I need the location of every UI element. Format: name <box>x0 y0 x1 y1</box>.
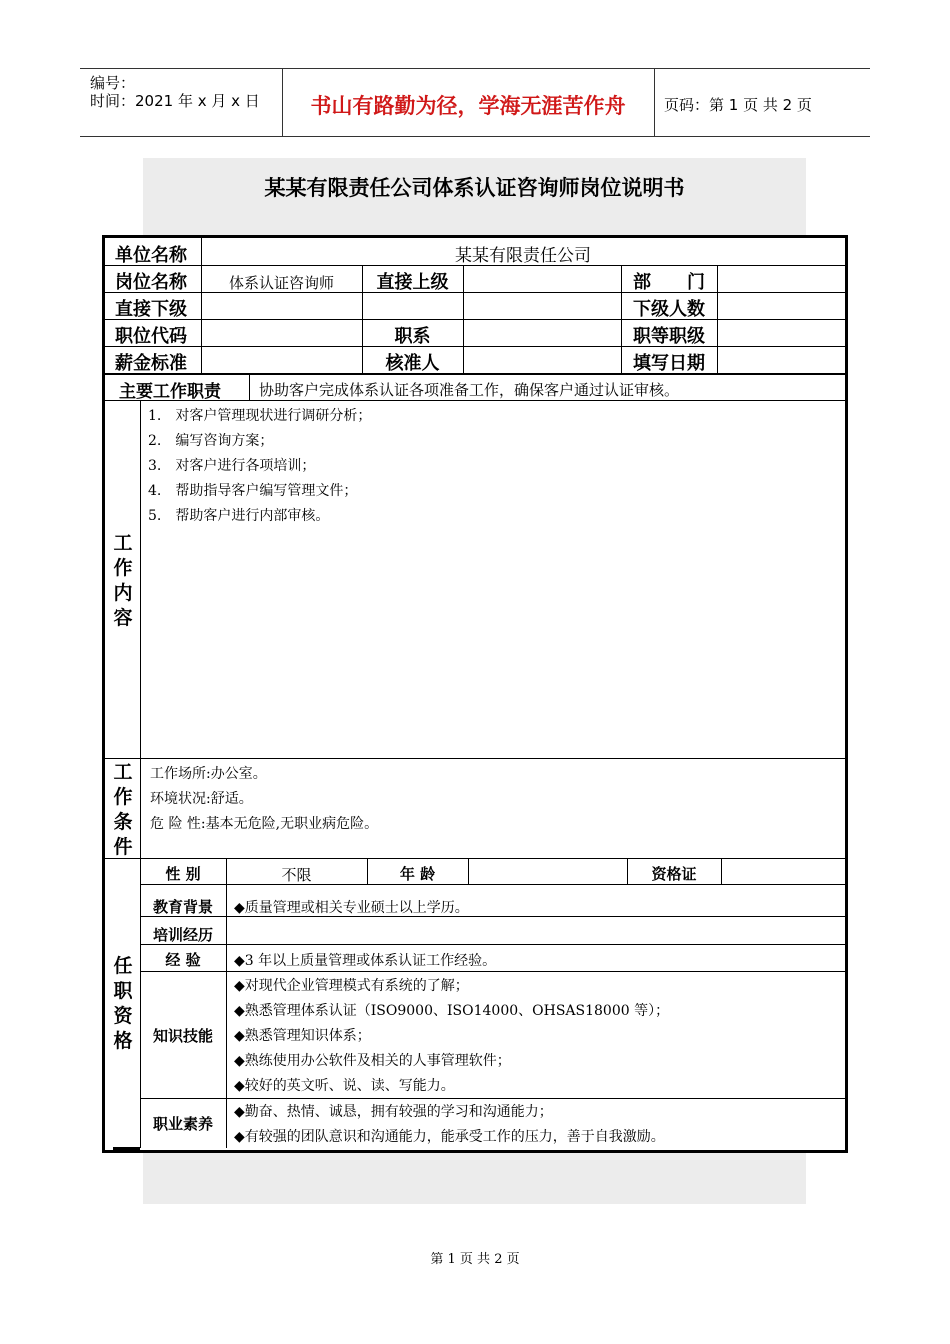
education-label: 教育背景 <box>152 898 213 916</box>
training-label: 培训经历 <box>152 926 213 944</box>
direct-subordinate-label: 直接下级 <box>115 299 187 320</box>
skill-item: ◆较好的英文听、说、读、写能力。 <box>234 1078 455 1094</box>
position-code-label: 职位代码 <box>115 326 187 347</box>
job-description-form <box>102 235 848 1153</box>
motto: 书山有路勤为径，学海无涯苦作舟 <box>310 94 626 118</box>
direct-superior-label: 直接上级 <box>376 272 449 293</box>
department-label: 部 门 <box>633 272 705 293</box>
skill-item: ◆熟练使用办公软件及相关的人事管理软件； <box>234 1053 511 1069</box>
row-rule <box>105 373 845 375</box>
col-rule <box>249 373 250 400</box>
position-name-label: 岗位名称 <box>115 272 187 293</box>
serial-label: 编号： <box>90 74 136 92</box>
row-rule <box>140 971 845 972</box>
work-place: 工作场所:办公室。 <box>150 766 267 782</box>
experience-label: 经 验 <box>165 951 201 969</box>
work-content-label: 工作内容 <box>113 532 133 629</box>
experience-value: ◆3 年以上质量管理或体系认证工作经验。 <box>234 953 497 969</box>
document-title: 某某有限责任公司体系认证咨询师岗位说明书 <box>264 176 685 200</box>
subordinate-count-label: 下级人数 <box>633 299 705 320</box>
attitude-item: ◆勤奋、热情、诚恳，拥有较强的学习和沟通能力； <box>234 1104 553 1120</box>
skill-item: ◆对现代企业管理模式有系统的了解； <box>234 978 469 994</box>
work-conditions-label: 工作条件 <box>113 761 133 858</box>
position-name-value: 体系认证咨询师 <box>228 274 334 292</box>
row-rule <box>113 1147 140 1150</box>
page-footer: 第 1 页 共 2 页 <box>430 1252 520 1267</box>
work-content-item: 3. 对客户进行各项培训； <box>148 458 316 474</box>
skills-label: 知识技能 <box>152 1027 213 1045</box>
skill-item: ◆熟悉管理知识体系； <box>234 1028 371 1044</box>
page-info: 页码：第 1 页 共 2 页 <box>664 96 812 114</box>
unit-name-label: 单位名称 <box>115 245 187 266</box>
gender-value: 不限 <box>281 866 312 884</box>
fill-date-label: 填写日期 <box>633 353 705 374</box>
col-rule <box>463 265 464 373</box>
work-content-item: 4. 帮助指导客户编写管理文件； <box>148 483 358 499</box>
row-rule <box>105 346 845 347</box>
skill-item: ◆熟悉管理体系认证（ISO9000、ISO14000、OHSAS18000 等）； <box>234 1003 670 1019</box>
qualifications-label: 任职资格 <box>113 955 133 1052</box>
col-rule <box>621 265 622 373</box>
col-rule <box>468 858 469 884</box>
work-content-item: 1. 对客户管理现状进行调研分析； <box>148 408 372 424</box>
header-top-rule <box>80 68 870 69</box>
certificate-label: 资格证 <box>651 865 697 883</box>
work-hazard: 危 险 性:基本无危险,无职业病危险。 <box>150 816 379 832</box>
age-label: 年 龄 <box>399 865 436 883</box>
col-rule <box>721 858 722 884</box>
row-rule <box>105 858 845 859</box>
time-label: 时间：2021 年 x 月 x 日 <box>90 92 260 110</box>
education-value: ◆质量管理或相关专业硕士以上学历。 <box>234 900 469 916</box>
grade-label: 职等职级 <box>633 326 705 347</box>
attitude-item: ◆有较强的团队意识和沟通能力，能承受工作的压力，善于自我激励。 <box>234 1129 665 1145</box>
main-duty-label: 主要工作职责 <box>119 382 221 402</box>
gender-label: 性 别 <box>165 865 201 883</box>
work-content-item: 5. 帮助客户进行内部审核。 <box>148 508 330 524</box>
unit-name-value: 某某有限责任公司 <box>455 246 591 266</box>
row-rule <box>105 319 845 320</box>
row-rule <box>105 758 845 759</box>
col-rule <box>226 858 227 1148</box>
header-divider <box>654 68 655 136</box>
row-rule <box>140 1098 845 1099</box>
attitude-label: 职业素养 <box>152 1115 213 1133</box>
approver-label: 核准人 <box>385 353 440 374</box>
work-content-item: 2. 编写咨询方案； <box>148 433 274 449</box>
work-environment: 环境状况:舒适。 <box>150 791 253 807</box>
row-rule <box>140 944 845 945</box>
main-duty-value: 协助客户完成体系认证各项准备工作，确保客户通过认证审核。 <box>259 381 680 399</box>
salary-label: 薪金标准 <box>115 353 187 374</box>
job-family-label: 职系 <box>394 326 431 347</box>
header-bottom-rule <box>80 136 870 137</box>
col-rule <box>717 265 718 373</box>
